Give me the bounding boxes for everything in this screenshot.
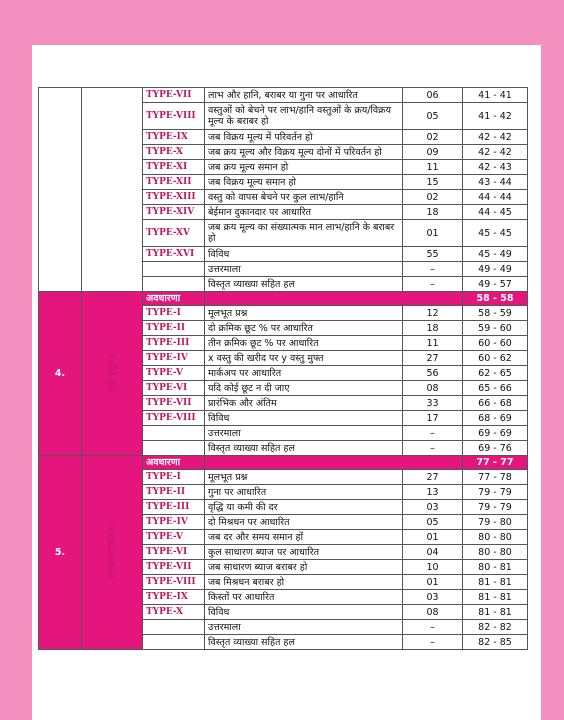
- topic-text: जब विक्रय मूल्य समान हो: [205, 175, 403, 190]
- question-count: 09: [403, 145, 463, 160]
- type-label: TYPE-V: [143, 366, 205, 381]
- page-range: 42 - 42: [463, 130, 528, 145]
- topic-text: विस्तृत व्याख्या सहित हल: [205, 441, 403, 456]
- type-label: [143, 262, 205, 277]
- question-count: 05: [403, 515, 463, 530]
- type-label: TYPE-X: [143, 605, 205, 620]
- concept-header-row: [39, 292, 528, 306]
- page-range: 43 - 44: [463, 175, 528, 190]
- topic-text: मूलभूत प्रश्न: [205, 306, 403, 321]
- concept-pages: 58 - 58: [463, 292, 528, 306]
- question-count: 01: [403, 575, 463, 590]
- page-range: 41 - 41: [463, 88, 528, 103]
- type-label: TYPE-XII: [143, 175, 205, 190]
- page-range: 44 - 44: [463, 190, 528, 205]
- type-label: TYPE-XV: [143, 220, 205, 247]
- page-range: 42 - 42: [463, 145, 528, 160]
- topic-text: किस्तों पर आधारित: [205, 590, 403, 605]
- section-title: [82, 456, 143, 650]
- topic-text: लाभ और हानि, बराबर या गुना पर आधारित: [205, 88, 403, 103]
- topic-text: तीन क्रमिक छूट % पर आधारित: [205, 336, 403, 351]
- type-label: TYPE-IV: [143, 351, 205, 366]
- question-count: 02: [403, 190, 463, 205]
- concept-header-row: [39, 456, 528, 470]
- type-label: TYPE-XVI: [143, 247, 205, 262]
- topic-text: विविध: [205, 605, 403, 620]
- type-label: TYPE-VII: [143, 88, 205, 103]
- topic-text: जब क्रय मूल्य का संख्यात्मक मान लाभ/हानि के बराबर हो: [205, 220, 403, 247]
- topic-text: उत्तरमाला: [205, 426, 403, 441]
- topic-text: दो क्रमिक छूट % पर आधारित: [205, 321, 403, 336]
- topic-text: दो मिश्रधन पर आधारित: [205, 515, 403, 530]
- question-count: 08: [403, 381, 463, 396]
- question-count: –: [403, 620, 463, 635]
- question-count: 13: [403, 485, 463, 500]
- type-label: [143, 426, 205, 441]
- page-range: 69 - 76: [463, 441, 528, 456]
- topic-text: जब दर और समय समान हों: [205, 530, 403, 545]
- page-range: 49 - 49: [463, 262, 528, 277]
- question-count: 10: [403, 560, 463, 575]
- question-count: –: [403, 441, 463, 456]
- type-label: TYPE-IX: [143, 590, 205, 605]
- header-blank-cell: अवधारणा: [143, 456, 205, 470]
- page-range: 81 - 81: [463, 605, 528, 620]
- question-count: 11: [403, 160, 463, 175]
- type-label: [143, 441, 205, 456]
- topic-text: जब मिश्रधन बराबर हो: [205, 575, 403, 590]
- type-label: TYPE-VI: [143, 545, 205, 560]
- section-title: [82, 88, 143, 292]
- topic-text: जब क्रय मूल्य समान हो: [205, 160, 403, 175]
- topic-text: उत्तरमाला: [205, 620, 403, 635]
- page-range: 77 - 78: [463, 470, 528, 485]
- topic-text: विस्तृत व्याख्या सहित हल: [205, 277, 403, 292]
- concept-pages: 77 - 77: [463, 456, 528, 470]
- type-label: TYPE-I: [143, 306, 205, 321]
- question-count: 06: [403, 88, 463, 103]
- type-label: TYPE-VIII: [143, 575, 205, 590]
- page-range: 45 - 45: [463, 220, 528, 247]
- type-label: TYPE-VIII: [143, 411, 205, 426]
- question-count: –: [403, 277, 463, 292]
- topic-text: विविध: [205, 247, 403, 262]
- table-row: [39, 88, 528, 103]
- page-range: 68 - 69: [463, 411, 528, 426]
- topic-text: जब क्रय मूल्य और विक्रय मूल्य दोनों में परिवर्तन हो: [205, 145, 403, 160]
- topic-text: मार्कअप पर आधारित: [205, 366, 403, 381]
- page-range: 80 - 80: [463, 545, 528, 560]
- type-label: TYPE-III: [143, 336, 205, 351]
- question-count: 03: [403, 590, 463, 605]
- question-count: 08: [403, 605, 463, 620]
- page-range: 58 - 59: [463, 306, 528, 321]
- question-count: 01: [403, 220, 463, 247]
- page-range: 80 - 81: [463, 560, 528, 575]
- page-range: 65 - 66: [463, 381, 528, 396]
- topic-text: उत्तरमाला: [205, 262, 403, 277]
- type-label: TYPE-II: [143, 321, 205, 336]
- question-count: 27: [403, 470, 463, 485]
- question-count: –: [403, 426, 463, 441]
- question-count: 01: [403, 530, 463, 545]
- question-count: 12: [403, 306, 463, 321]
- type-label: TYPE-II: [143, 485, 205, 500]
- page-range: 44 - 45: [463, 205, 528, 220]
- topic-text: बेईमान दुकानदार पर आधारित: [205, 205, 403, 220]
- topic-text: यदि कोई छूट न दी जाए: [205, 381, 403, 396]
- topic-text: प्रारंभिक और अंतिम: [205, 396, 403, 411]
- page-range: 79 - 79: [463, 485, 528, 500]
- question-count: 11: [403, 336, 463, 351]
- type-label: TYPE-XI: [143, 160, 205, 175]
- question-count: 17: [403, 411, 463, 426]
- topic-text: विविध: [205, 411, 403, 426]
- section-title-text: साधारण ब्याज: [106, 526, 118, 579]
- type-label: [143, 635, 205, 650]
- type-label: TYPE-XIII: [143, 190, 205, 205]
- type-label: TYPE-X: [143, 145, 205, 160]
- question-count: 55: [403, 247, 463, 262]
- section-title-text: बट्टा (छूट): [106, 354, 118, 393]
- question-count: 15: [403, 175, 463, 190]
- section-number: [39, 88, 82, 292]
- topic-text: x वस्तु की खरीद पर y वस्तु मुफ्त: [205, 351, 403, 366]
- topic-text: जब विक्रय मूल्य में परिवर्तन हो: [205, 130, 403, 145]
- page-range: 59 - 60: [463, 321, 528, 336]
- topic-text: कुल साधारण ब्याज पर आधारित: [205, 545, 403, 560]
- type-label: [143, 620, 205, 635]
- question-count: 33: [403, 396, 463, 411]
- topic-text: वस्तु को वापस बेचने पर कुल लाभ/हानि: [205, 190, 403, 205]
- page-range: 82 - 82: [463, 620, 528, 635]
- page-range: 45 - 49: [463, 247, 528, 262]
- page-range: 62 - 65: [463, 366, 528, 381]
- topic-text: विस्तृत व्याख्या सहित हल: [205, 635, 403, 650]
- concept-label: [205, 456, 463, 470]
- question-count: –: [403, 262, 463, 277]
- page-range: 42 - 43: [463, 160, 528, 175]
- page-range: 66 - 68: [463, 396, 528, 411]
- page-range: 80 - 80: [463, 530, 528, 545]
- page-range: 49 - 57: [463, 277, 528, 292]
- topic-text: गुना पर आधारित: [205, 485, 403, 500]
- question-count: 03: [403, 500, 463, 515]
- section-number: 4.: [39, 292, 82, 456]
- topic-text: जब साधारण ब्याज बराबर हो: [205, 560, 403, 575]
- type-label: TYPE-VI: [143, 381, 205, 396]
- question-count: 56: [403, 366, 463, 381]
- question-count: 02: [403, 130, 463, 145]
- type-label: TYPE-VII: [143, 396, 205, 411]
- type-label: TYPE-V: [143, 530, 205, 545]
- section-number: 5.: [39, 456, 82, 650]
- page-range: 60 - 60: [463, 336, 528, 351]
- question-count: –: [403, 635, 463, 650]
- page-range: 81 - 81: [463, 575, 528, 590]
- type-label: TYPE-XIV: [143, 205, 205, 220]
- question-count: 04: [403, 545, 463, 560]
- page-range: 60 - 62: [463, 351, 528, 366]
- topic-text: वृद्धि या कमी की दर: [205, 500, 403, 515]
- header-blank-cell: अवधारणा: [143, 292, 205, 306]
- page-range: 79 - 80: [463, 515, 528, 530]
- type-label: TYPE-VIII: [143, 103, 205, 130]
- page-range: 81 - 81: [463, 590, 528, 605]
- type-label: TYPE-VII: [143, 560, 205, 575]
- type-label: TYPE-IV: [143, 515, 205, 530]
- section-title: [82, 292, 143, 456]
- type-label: TYPE-I: [143, 470, 205, 485]
- topic-text: मूलभूत प्रश्न: [205, 470, 403, 485]
- question-count: 18: [403, 321, 463, 336]
- contents-table: [38, 87, 528, 650]
- type-label: TYPE-IX: [143, 130, 205, 145]
- concept-label: [205, 292, 463, 306]
- type-label: TYPE-III: [143, 500, 205, 515]
- topic-text: वस्तुओं को बेचने पर लाभ/हानि वस्तुओं के क्रय/विक्रय मूल्य के बराबर हो: [205, 103, 403, 130]
- question-count: 18: [403, 205, 463, 220]
- page-range: 69 - 69: [463, 426, 528, 441]
- type-label: [143, 277, 205, 292]
- question-count: 27: [403, 351, 463, 366]
- question-count: 05: [403, 103, 463, 130]
- page-range: 41 - 42: [463, 103, 528, 130]
- page-range: 79 - 79: [463, 500, 528, 515]
- page-range: 82 - 85: [463, 635, 528, 650]
